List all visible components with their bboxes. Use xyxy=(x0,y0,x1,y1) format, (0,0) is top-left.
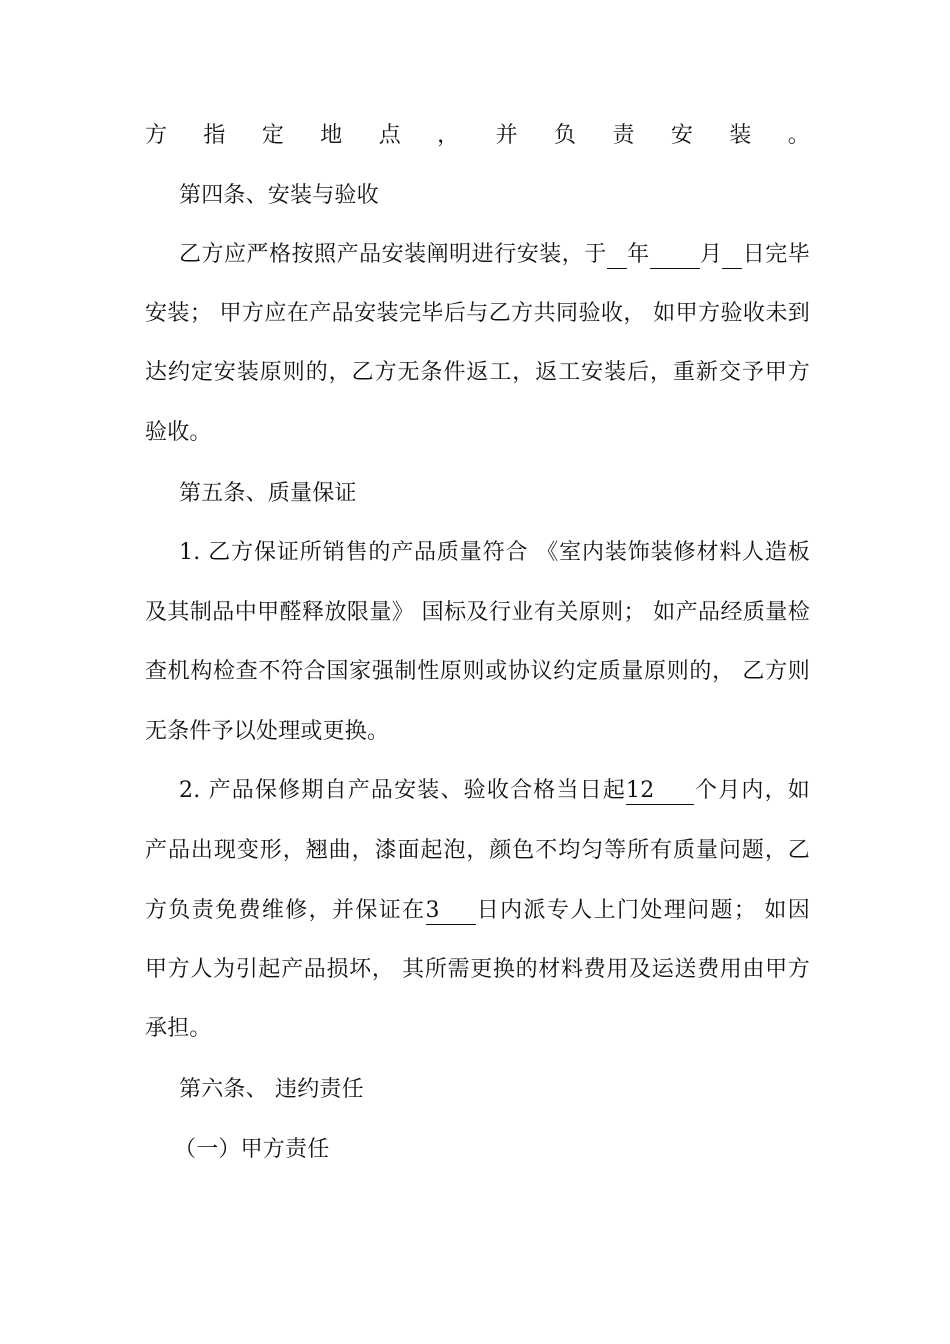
text-span: 及其制品中甲醛释放限量》 国标及行业有关原则； 如产品经质量检 xyxy=(145,600,810,625)
text-span: 日内派专人上门处理问题； 如因 xyxy=(475,898,810,923)
year-blank xyxy=(607,242,627,269)
text-span: 乙方应严格按照产品安装阐明进行安装，于 xyxy=(179,242,607,267)
paragraph-line xyxy=(145,598,810,628)
heading-text: 第四条、安装与验收 xyxy=(179,183,379,208)
paragraph-line xyxy=(145,657,810,687)
month-blank xyxy=(650,242,700,269)
text-span: 验收。 xyxy=(145,420,212,445)
text-span: 达约定安装原则的，乙方无条件返工，返工安装后，重新交予甲方 xyxy=(145,360,810,385)
text-span: 安装； 甲方应在产品安装完毕后与乙方共同验收， 如甲方验收未到 xyxy=(145,301,810,326)
section-heading-6 xyxy=(179,1075,810,1105)
section-heading-4 xyxy=(179,181,810,211)
text-span: 产品出现变形，翘曲，漆面起泡，颜色不均匀等所有质量问题，乙 xyxy=(145,838,810,863)
text-span: 方指定地点，并负责安装。 xyxy=(145,123,810,148)
day-blank xyxy=(722,242,742,269)
paragraph-line xyxy=(179,240,810,270)
heading-text: 第五条、质量保证 xyxy=(179,481,357,506)
paragraph-line xyxy=(145,299,810,329)
text-span: 无条件予以处理或更换。 xyxy=(145,719,390,744)
heading-text: 第六条、 违约责任 xyxy=(179,1077,364,1102)
paragraph-line xyxy=(145,121,810,151)
heading-text: （一）甲方责任 xyxy=(174,1137,330,1162)
text-span: 查机构检查不符合国家强制性原则或协议约定质量原则的， 乙方则 xyxy=(145,659,810,684)
text-span: 承担。 xyxy=(145,1016,212,1041)
paragraph-line xyxy=(145,896,810,926)
paragraph-line xyxy=(145,955,810,985)
paragraph-line xyxy=(145,836,810,866)
paragraph-line xyxy=(145,717,810,747)
response-days-value: 3 xyxy=(426,898,476,925)
text-span: 年 xyxy=(626,242,650,267)
text-span: 日完毕 xyxy=(742,242,811,267)
text-span: 月 xyxy=(699,242,723,267)
paragraph-line xyxy=(145,1014,810,1044)
paragraph-line xyxy=(179,776,810,806)
text-span: 方负责免费维修，并保证在 xyxy=(145,898,426,923)
paragraph-line xyxy=(179,538,810,568)
section-heading-5 xyxy=(179,479,810,509)
paragraph-line xyxy=(145,418,810,448)
text-span: 2. 产品保修期自产品安装、验收合格当日起 xyxy=(179,778,627,803)
subsection-heading xyxy=(174,1135,839,1165)
text-span: 1. 乙方保证所销售的产品质量符合 《室内装饰装修材料人造板 xyxy=(179,540,810,565)
text-span: 个月内，如 xyxy=(694,778,810,803)
paragraph-line xyxy=(145,358,810,388)
warranty-months-value: 12 xyxy=(626,778,694,805)
text-span: 甲方人为引起产品损坏， 其所需更换的材料费用及运送费用由甲方 xyxy=(145,957,810,982)
